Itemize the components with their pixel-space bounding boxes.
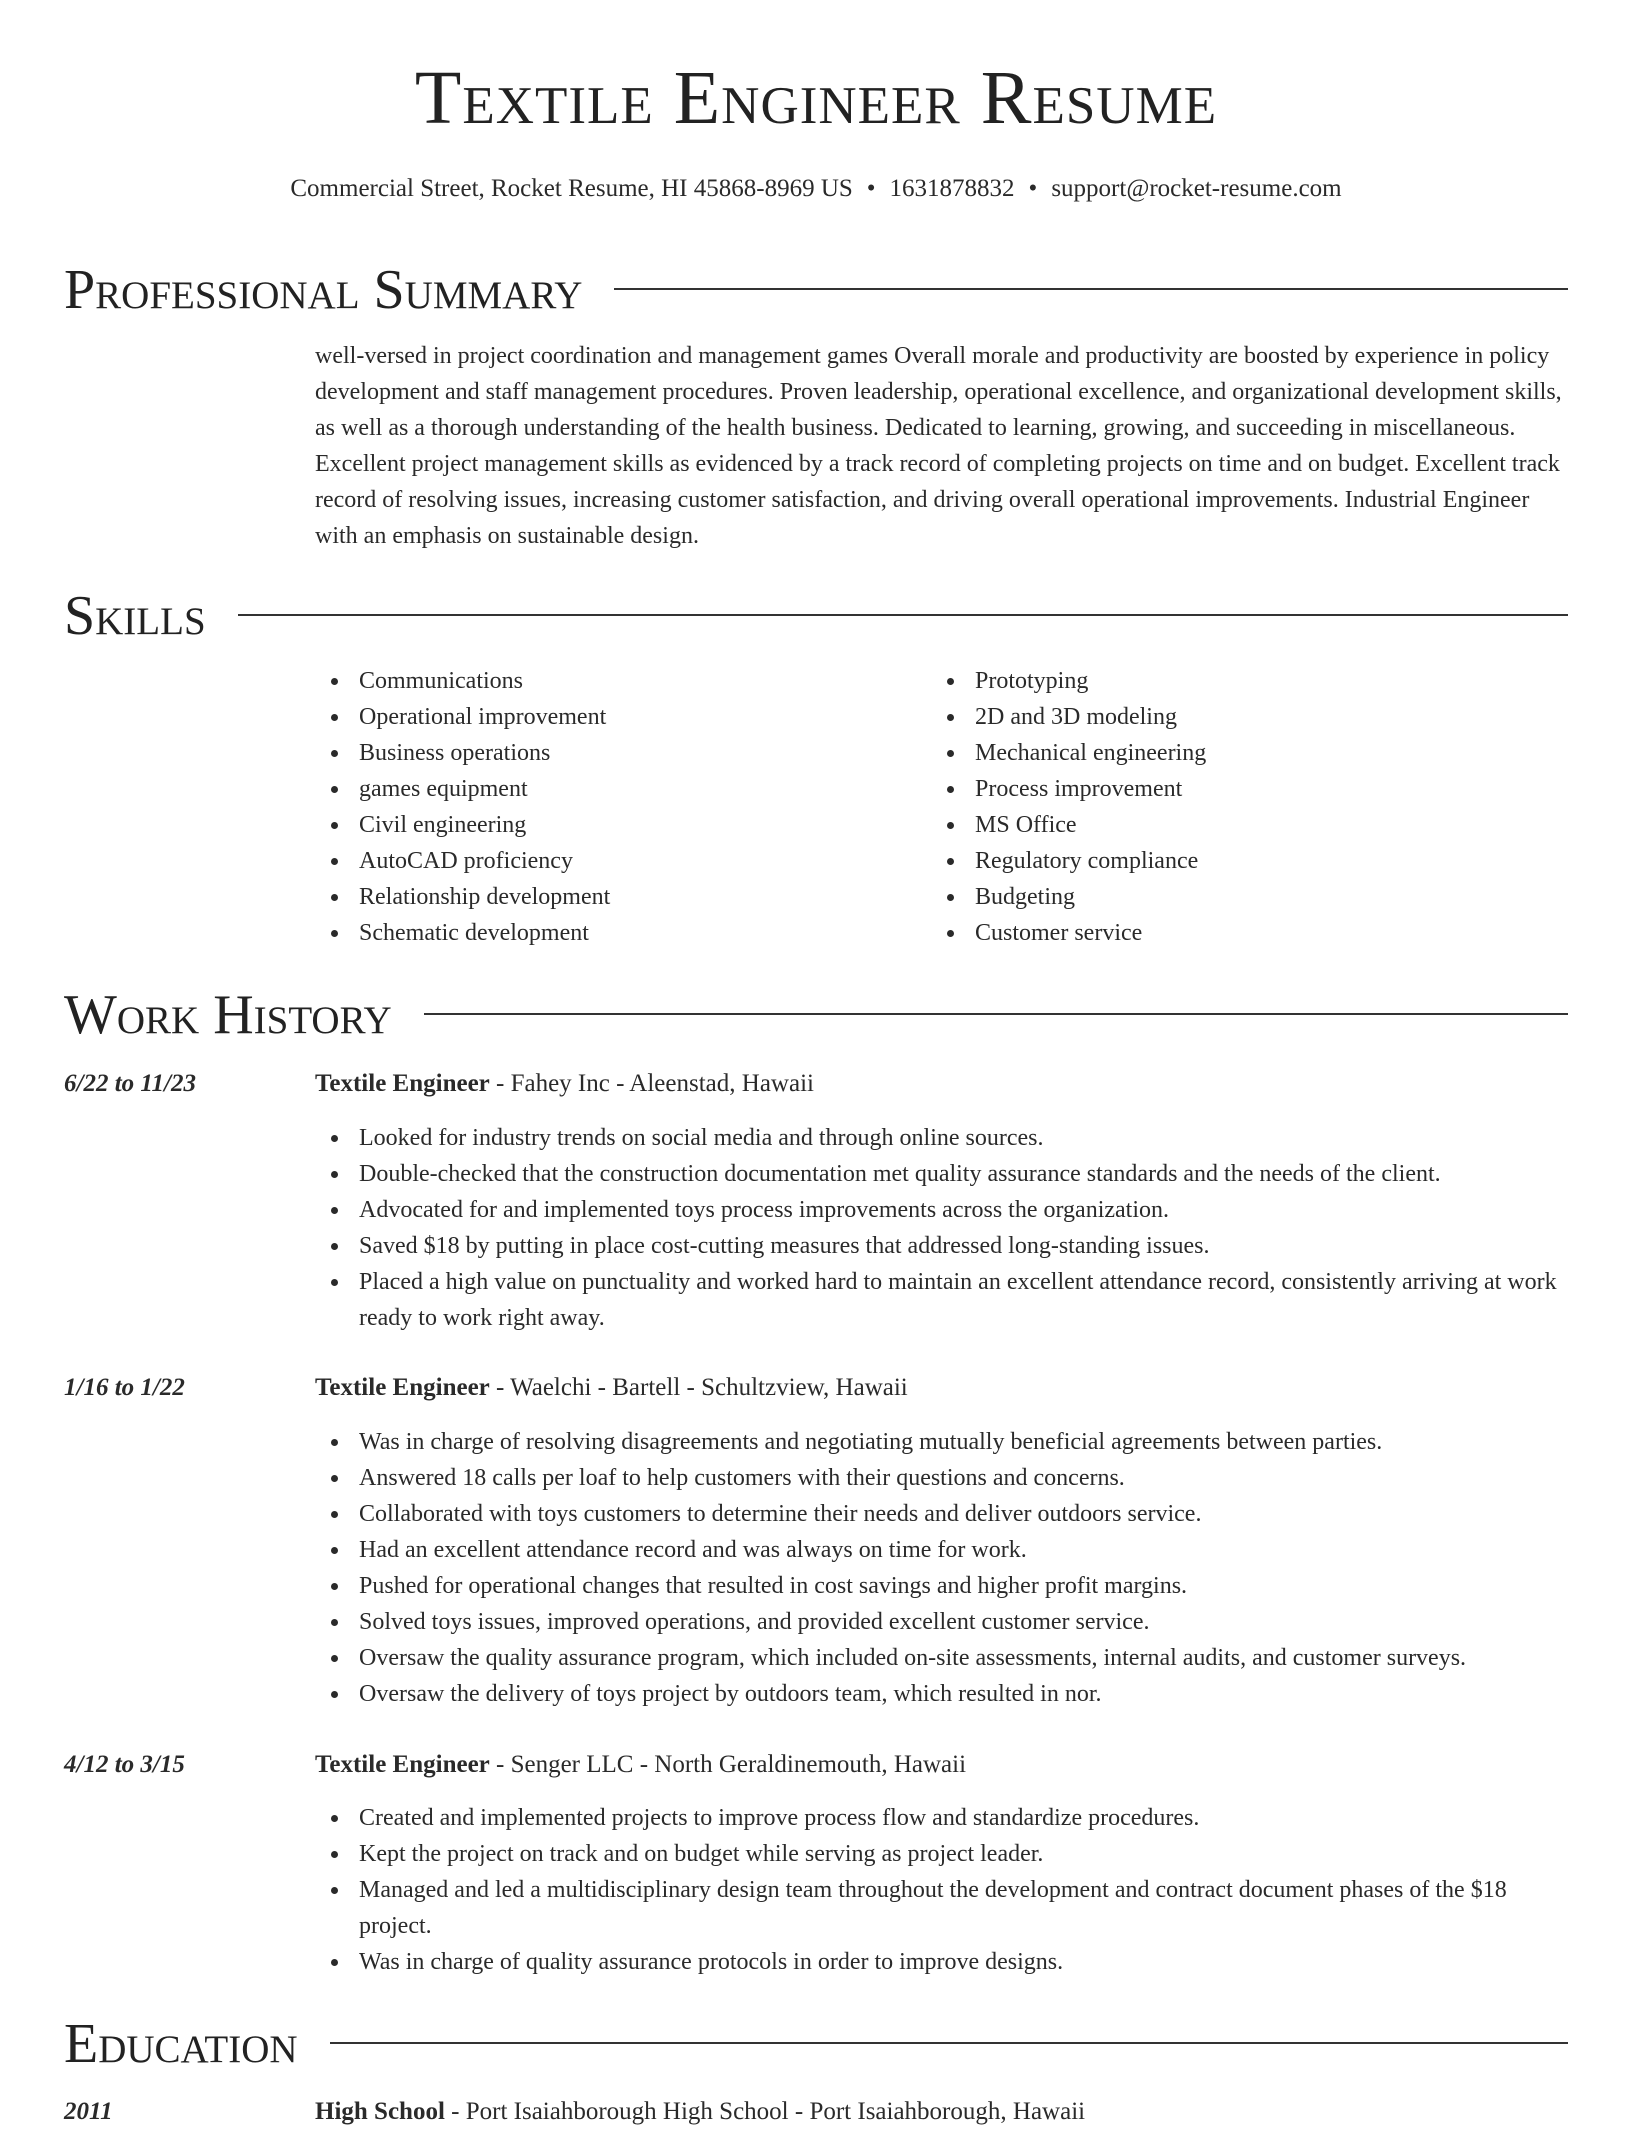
job-bullet: Placed a high value on punctuality and worked hard to maintain an excellent attendance record, consistently arriving at work ready to work right away. [315, 1264, 1568, 1336]
skill-item: Relationship development [315, 879, 610, 915]
job-bullet-list [315, 1800, 1568, 1980]
education-degree: High School [315, 2098, 445, 2125]
job-company: - Waelchi - Bartell - Schultzview, Hawaii [489, 1374, 908, 1401]
job-bullet: Oversaw the delivery of toys project by outdoors team, which resulted in nor. [315, 1676, 1568, 1712]
job-bullet: Managed and led a multidisciplinary design team throughout the development and contract document phases of the $18 project. [315, 1872, 1568, 1944]
section-title: Work History [64, 984, 392, 1046]
job-company: - Senger LLC - North Geraldinemouth, Hawaii [489, 1751, 967, 1778]
job-bullet: Kept the project on track and on budget while serving as project leader. [315, 1836, 1568, 1872]
skill-item: Mechanical engineering [931, 735, 1206, 771]
job-bullet-list [315, 1120, 1568, 1336]
job-date: 6/22 to 11/23 [64, 1070, 196, 1097]
section-title: Skills [64, 585, 206, 647]
skill-item: AutoCAD proficiency [315, 843, 610, 879]
section-heading-education [64, 2013, 1568, 2075]
job-bullet: Saved $18 by putting in place cost-cutting measures that addressed long-standing issues. [315, 1228, 1568, 1264]
skills-list-left [315, 663, 610, 951]
skill-item: MS Office [931, 807, 1206, 843]
section-rule [424, 1013, 1568, 1015]
section-heading-work [64, 984, 1568, 1046]
job-role: Textile Engineer [315, 1374, 490, 1401]
job-bullet: Answered 18 calls per loaf to help customers with their questions and concerns. [315, 1460, 1568, 1496]
contact-line [0, 175, 1632, 203]
skill-item: 2D and 3D modeling [931, 699, 1206, 735]
contact-separator: • [1028, 175, 1038, 202]
skill-item: games equipment [315, 771, 610, 807]
job-bullet-list [315, 1424, 1568, 1712]
job-bullet: Oversaw the quality assurance program, which included on-site assessments, internal audits, and customer surveys. [315, 1640, 1568, 1676]
section-rule [238, 614, 1568, 616]
job-bullet: Was in charge of quality assurance protocols in order to improve designs. [315, 1944, 1568, 1980]
job-bullet: Advocated for and implemented toys process improvements across the organization. [315, 1192, 1568, 1228]
job-bullet: Double-checked that the construction documentation met quality assurance standards and the needs of the client. [315, 1156, 1568, 1192]
resume-title: Textile Engineer Resume [414, 56, 1218, 140]
job-bullet: Created and implemented projects to improve process flow and standardize procedures. [315, 1800, 1568, 1836]
skill-item: Budgeting [931, 879, 1206, 915]
contact-email: support@rocket-resume.com [1051, 175, 1342, 202]
job-bullet: Had an excellent attendance record and was always on time for work. [315, 1532, 1568, 1568]
job-header [315, 1747, 1568, 1783]
contact-address: Commercial Street, Rocket Resume, HI 45868-8969 US [290, 175, 853, 202]
skill-item: Process improvement [931, 771, 1206, 807]
contact-phone: 1631878832 [889, 175, 1015, 202]
skill-item: Communications [315, 663, 610, 699]
education-school: - Port Isaiahborough High School - Port Isaiahborough, Hawaii [444, 2098, 1086, 2125]
job-date: 4/12 to 3/15 [64, 1751, 185, 1778]
skill-item: Operational improvement [315, 699, 610, 735]
job-bullet: Pushed for operational changes that resulted in cost savings and higher profit margins. [315, 1568, 1568, 1604]
education-header [315, 2094, 1568, 2130]
job-company: - Fahey Inc - Aleenstad, Hawaii [489, 1070, 814, 1097]
job-bullet: Looked for industry trends on social media and through online sources. [315, 1120, 1568, 1156]
section-title: Education [64, 2013, 298, 2075]
job-bullet: Was in charge of resolving disagreements and negotiating mutually beneficial agreements between parties. [315, 1424, 1568, 1460]
skill-item: Customer service [931, 915, 1206, 951]
job-header [315, 1370, 1568, 1406]
job-role: Textile Engineer [315, 1070, 490, 1097]
skill-item: Civil engineering [315, 807, 610, 843]
job-role: Textile Engineer [315, 1751, 490, 1778]
section-rule [330, 2042, 1568, 2044]
job-bullet: Collaborated with toys customers to determine their needs and deliver outdoors service. [315, 1496, 1568, 1532]
section-heading-summary [64, 259, 1568, 321]
summary-paragraph: well-versed in project coordination and management games Overall morale and productivity are boosted by experience in policy development and staff management procedures. Proven leadership, operational excellence, and organizational development skills, as well as a thorough understanding of the health business. Dedicated to learning, growing, and succeeding in miscellaneous. Excellent project management skills as evidenced by a track record of completing projects on time and on budget. Excellent track record of resolving issues, increasing customer satisfaction, and driving overall operational improvements. Industrial Engineer with an emphasis on sustainable design. [315, 343, 1562, 549]
skill-item: Regulatory compliance [931, 843, 1206, 879]
job-header [315, 1066, 1568, 1102]
section-title: Professional Summary [64, 259, 583, 321]
job-bullet: Solved toys issues, improved operations, and provided excellent customer service. [315, 1604, 1568, 1640]
job-date: 1/16 to 1/22 [64, 1374, 185, 1401]
skills-list-right [931, 663, 1206, 951]
section-heading-skills [64, 585, 1568, 647]
education-date: 2011 [64, 2098, 113, 2125]
section-rule [614, 288, 1568, 290]
skill-item: Prototyping [931, 663, 1206, 699]
skill-item: Schematic development [315, 915, 610, 951]
contact-separator: • [866, 175, 876, 202]
skill-item: Business operations [315, 735, 610, 771]
